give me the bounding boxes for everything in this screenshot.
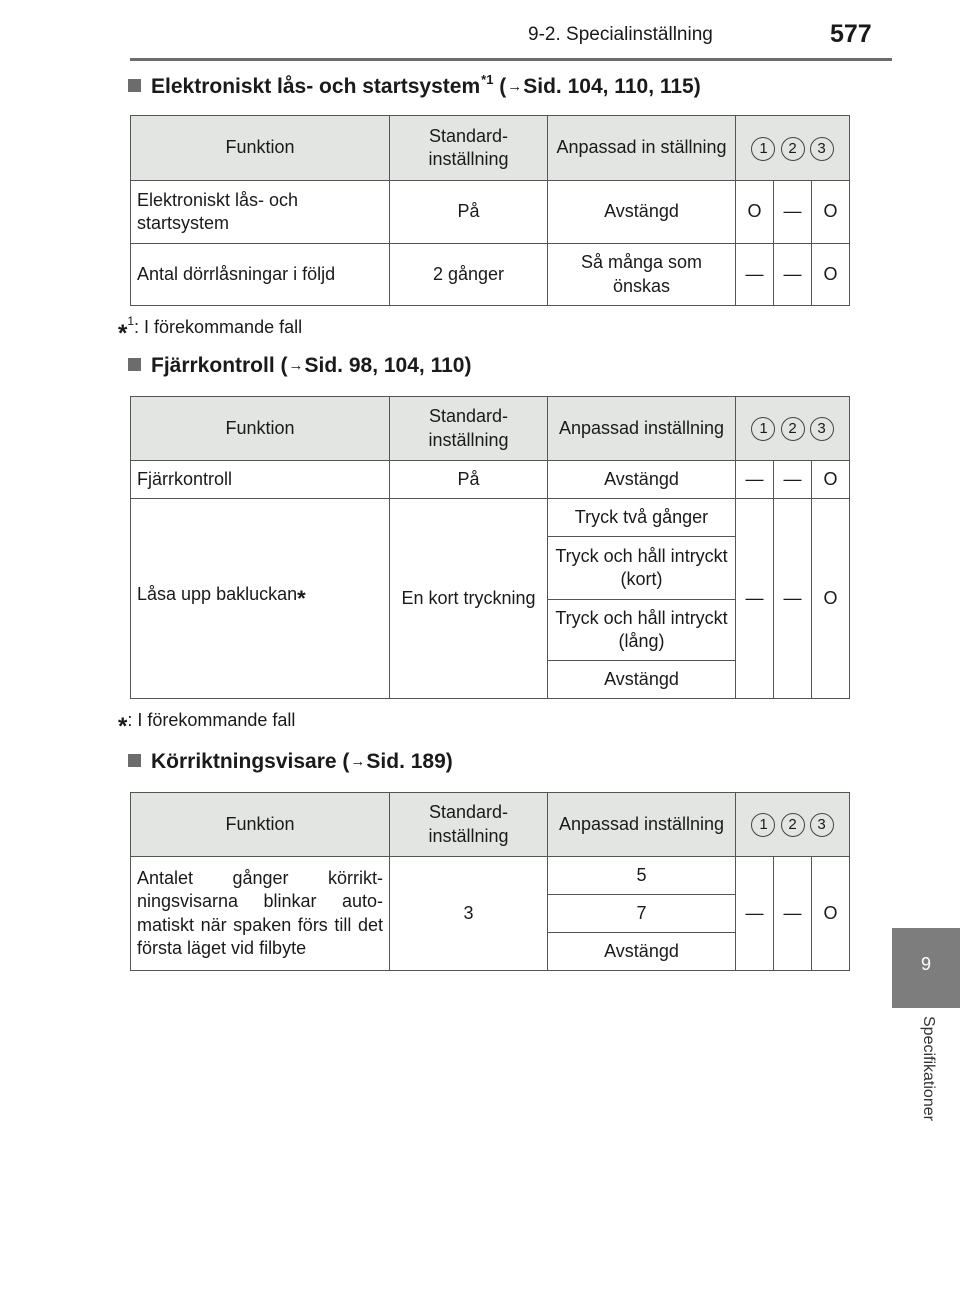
header-standard: Standard-inställning (390, 116, 548, 181)
cell-option: Avstängd (548, 933, 736, 971)
section-heading-remote (128, 354, 471, 378)
cell-c1: — (736, 461, 774, 499)
cell-option: 5 (548, 857, 736, 895)
cell-c3: O (812, 499, 850, 699)
square-bullet-icon (128, 754, 141, 767)
header-circled-numbers (736, 397, 850, 461)
circled-two-icon: 2 (781, 417, 805, 441)
table-row (131, 244, 850, 306)
square-bullet-icon (128, 358, 141, 371)
cell-c1: — (736, 499, 774, 699)
circled-three-icon: 3 (810, 417, 834, 441)
circled-two-icon: 2 (781, 137, 805, 161)
header-anpassad: Anpassad inställning (548, 397, 736, 461)
cell-option: Avstängd (548, 661, 736, 699)
section-title: 9-2. Specialinställning (528, 24, 713, 45)
circled-one-icon: 1 (751, 137, 775, 161)
arrow-right-icon: → (507, 78, 523, 95)
square-bullet-icon (128, 79, 141, 92)
cell-standard: På (390, 461, 548, 499)
section-heading-electronic-lock: Elektroniskt lås- och startsystem$^{*1}$ (→Sid. 104, 110, 115) (128, 72, 701, 99)
cell-c2: — (774, 461, 812, 499)
table-header-row (131, 397, 850, 461)
cell-c1: — (736, 857, 774, 971)
cell-option: Tryck och håll intryckt (kort) (548, 537, 736, 600)
table-row (131, 499, 850, 537)
header-standard: Standard-inställning (390, 397, 548, 461)
circled-two-icon: 2 (781, 813, 805, 837)
header-anpassad: Anpassad in ställning (548, 116, 736, 181)
chapter-label-box (895, 1012, 955, 1162)
cell-c2: — (774, 857, 812, 971)
header-circled-numbers (736, 116, 850, 181)
page-reference: Sid. 189) (366, 750, 453, 773)
cell-c2: — (774, 181, 812, 244)
table-row (131, 857, 850, 895)
cell-c1: — (736, 244, 774, 306)
cell-funktion: Antalet gånger körrikt-ningsvisarna blinkar auto-matiskt när spaken förs till det första läget vid filbyte (131, 857, 390, 971)
footnote (118, 710, 295, 741)
footnote-mark: * (118, 713, 128, 740)
cell-anpassad: Så många som önskas (548, 244, 736, 306)
cell-funktion (131, 499, 390, 699)
cell-anpassad: Avstängd (548, 461, 736, 499)
circled-three-icon: 3 (810, 813, 834, 837)
cell-funktion: Elektroniskt lås- och startsystem (131, 181, 390, 244)
circled-three-icon: 3 (810, 137, 834, 161)
cell-standard: På (390, 181, 548, 244)
header-funktion: Funktion (131, 397, 390, 461)
heading-text: Elektroniskt lås- och startsystem (151, 75, 481, 98)
funktion-text: Låsa upp bakluckan (137, 584, 298, 605)
footnote-mark: * (118, 320, 128, 347)
cell-c3: O (812, 857, 850, 971)
table-turn-signal (130, 792, 850, 971)
cell-anpassad: Avstängd (548, 181, 736, 244)
funktion-mark: * (297, 586, 306, 612)
cell-c2: — (774, 244, 812, 306)
cell-c3: O (812, 461, 850, 499)
cell-c2: — (774, 499, 812, 699)
table-row (131, 461, 850, 499)
footnote (118, 314, 302, 348)
table-electronic-lock (130, 115, 850, 306)
header-rule (130, 58, 892, 61)
circled-one-icon: 1 (751, 813, 775, 837)
header-circled-numbers (736, 793, 850, 857)
arrow-right-icon: → (350, 753, 366, 770)
table-remote (130, 396, 850, 699)
page-number: 577 (830, 20, 872, 48)
heading-text: Körriktningsvisare ( (151, 750, 350, 773)
heading-text: Fjärrkontroll ( (151, 354, 288, 377)
footnote-superscript: 1 (127, 314, 135, 328)
cell-option: 7 (548, 895, 736, 933)
table-header-row (131, 793, 850, 857)
heading-superscript: *1 (481, 72, 494, 87)
circled-one-icon: 1 (751, 417, 775, 441)
chapter-number: 9 (920, 954, 931, 974)
page-reference: Sid. 98, 104, 110) (304, 354, 472, 377)
cell-standard: En kort tryckning (390, 499, 548, 699)
header-funktion: Funktion (131, 793, 390, 857)
cell-option: Tryck och håll intryckt (lång) (548, 600, 736, 661)
cell-funktion: Antal dörrlåsningar i följd (131, 244, 390, 306)
chapter-tab (892, 928, 960, 1008)
header-standard: Standard-inställning (390, 793, 548, 857)
chapter-label: Specifikationer (920, 1016, 937, 1121)
page-reference: Sid. 104, 110, 115) (523, 75, 701, 98)
cell-standard: 2 gånger (390, 244, 548, 306)
footnote-text: : I förekommande fall (127, 710, 296, 730)
cell-c1: O (736, 181, 774, 244)
cell-option: Tryck två gånger (548, 499, 736, 537)
footnote-text: : I förekommande fall (134, 317, 303, 337)
arrow-right-icon: → (288, 357, 304, 374)
cell-c3: O (812, 181, 850, 244)
header-anpassad: Anpassad inställning (548, 793, 736, 857)
cell-c3: O (812, 244, 850, 306)
table-header-row (131, 116, 850, 181)
cell-standard: 3 (390, 857, 548, 971)
table-row (131, 181, 850, 244)
section-heading-turn-signal (128, 750, 453, 774)
header-funktion: Funktion (131, 116, 390, 181)
cell-funktion: Fjärrkontroll (131, 461, 390, 499)
